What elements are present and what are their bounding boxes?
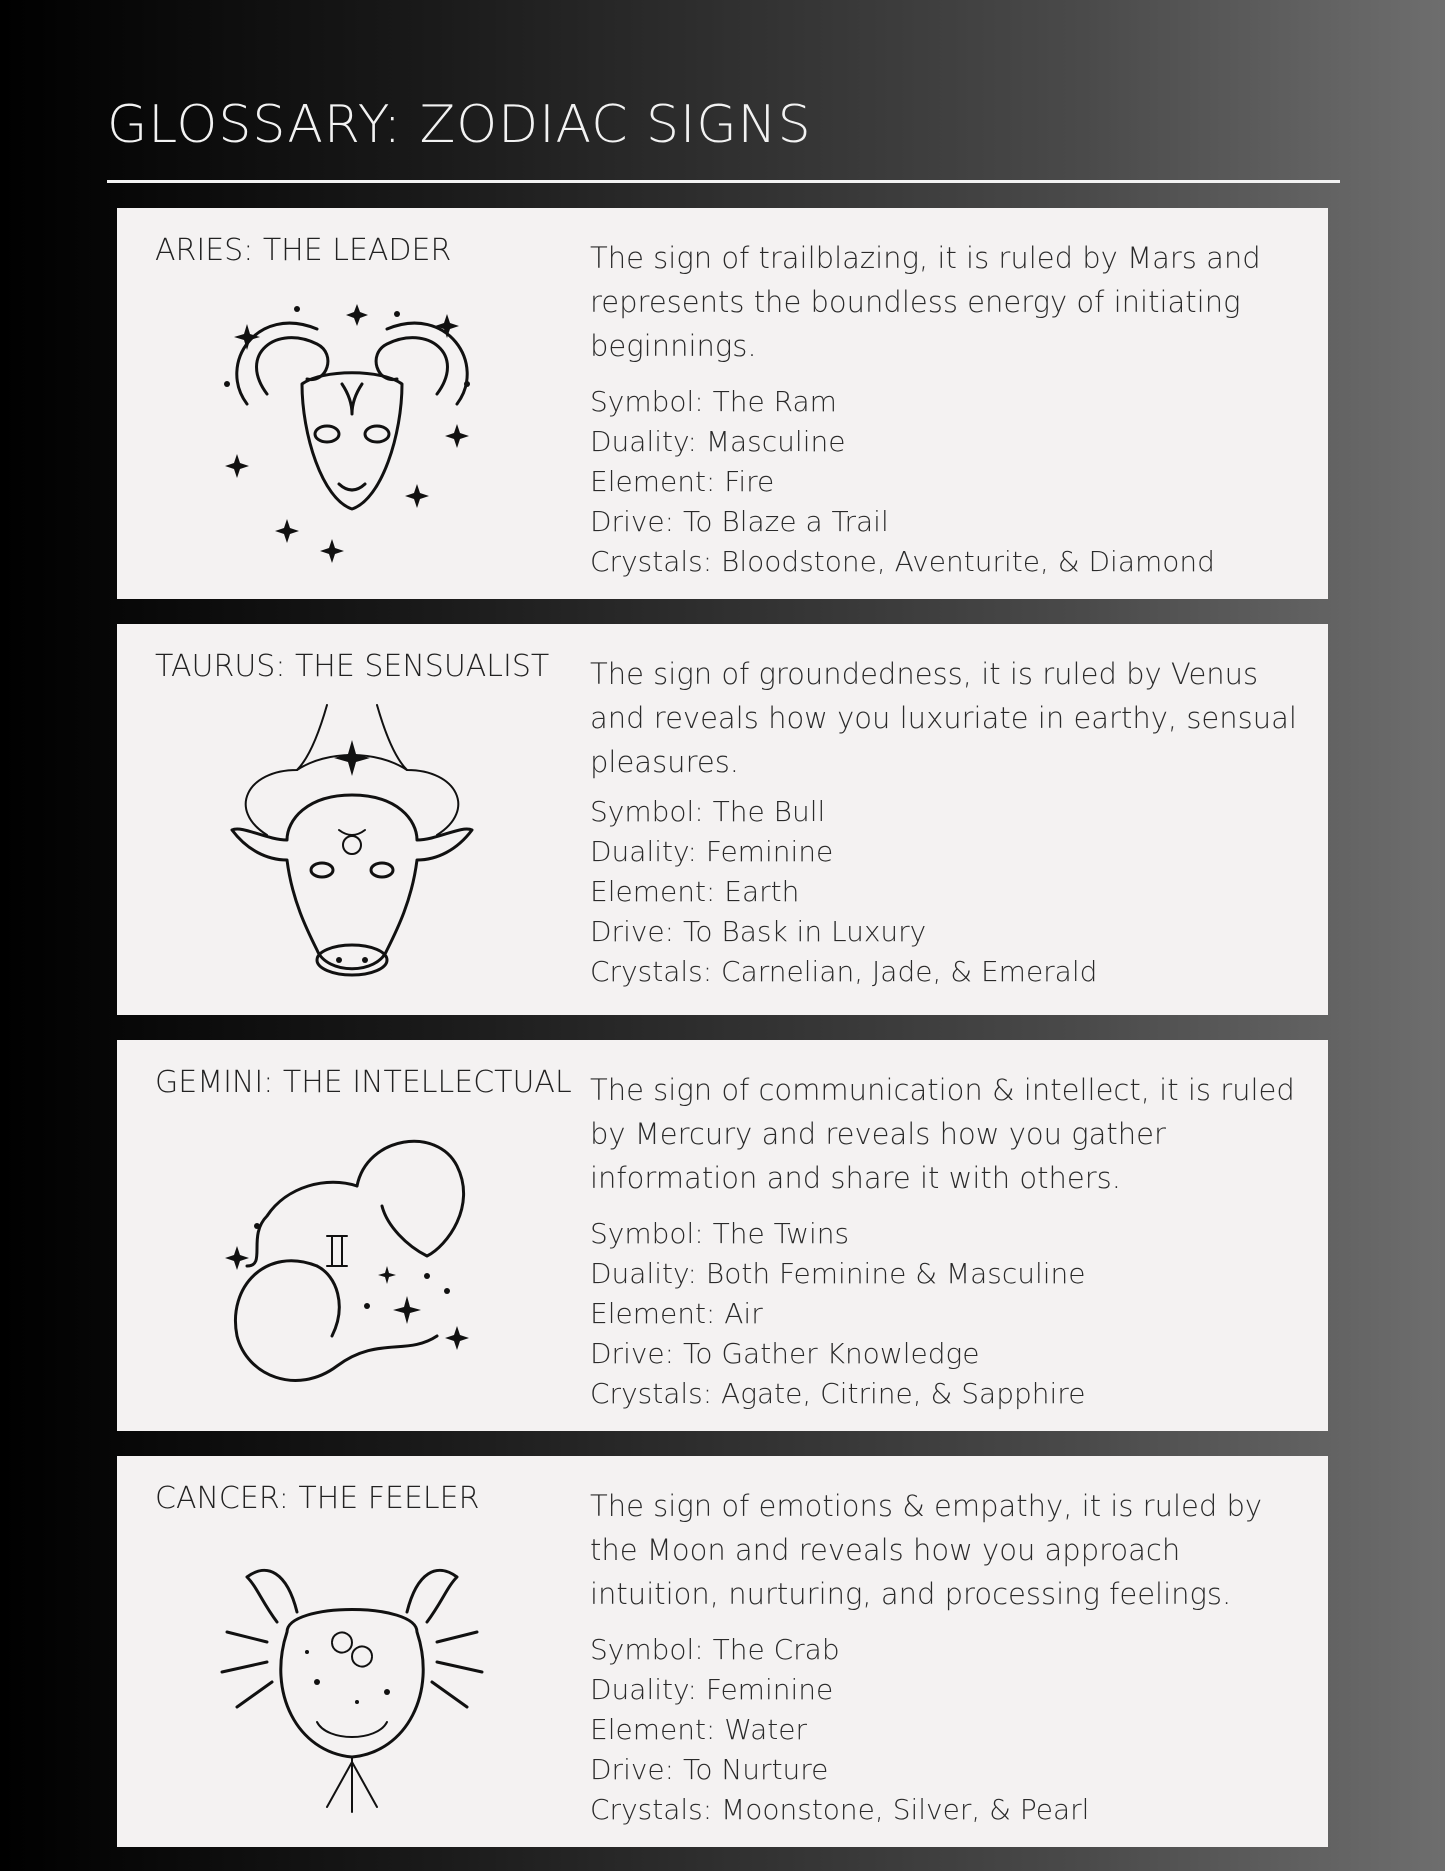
sign-crystals: Crystals: Bloodstone, Aventurite, & Diamond [590, 545, 1215, 578]
title-divider [107, 180, 1340, 183]
sign-crystals: Crystals: Carnelian, Jade, & Emerald [590, 955, 1098, 988]
sign-description: The sign of groundedness, it is ruled by Venus and reveals how you luxuriate in earthy, sensual pleasures. [590, 657, 1297, 779]
sign-duality: Duality: Masculine [590, 425, 846, 458]
sign-description: The sign of emotions & empathy, it is ruled by the Moon and reveals how you approach intuition, nurturing, and processing feelings. [590, 1489, 1263, 1611]
sign-crystals: Crystals: Moonstone, Silver, & Pearl [590, 1793, 1090, 1826]
bull-illustration [207, 700, 497, 990]
sign-description: The sign of communication & intellect, it is ruled by Mercury and reveals how you gather information and share it with others. [590, 1073, 1295, 1195]
sign-drive: Drive: To Bask in Luxury [590, 915, 927, 948]
sign-symbol: Symbol: The Bull [590, 795, 826, 828]
sign-facts [590, 792, 1300, 992]
sign-drive: Drive: To Gather Knowledge [590, 1337, 980, 1370]
sign-drive: Drive: To Nurture [590, 1753, 829, 1786]
crab-illustration [207, 1532, 497, 1822]
ram-illustration [207, 284, 497, 574]
page-title: GLOSSARY: ZODIAC SIGNS [107, 95, 812, 155]
sign-facts [590, 1214, 1300, 1414]
sign-facts [590, 382, 1300, 582]
sign-name: TAURUS: THE SENSUALIST [155, 649, 550, 684]
sign-symbol: Symbol: The Ram [590, 385, 837, 418]
sign-element: Element: Water [590, 1713, 808, 1746]
zodiac-card-taurus [117, 624, 1328, 1015]
sign-symbol: Symbol: The Twins [590, 1217, 850, 1250]
sign-description: The sign of trailblazing, it is ruled by Mars and represents the boundless energy of initiating beginnings. [590, 241, 1261, 363]
sign-duality: Duality: Feminine [590, 1673, 834, 1706]
zodiac-card-cancer [117, 1456, 1328, 1847]
sign-element: Element: Air [590, 1297, 763, 1330]
zodiac-card-gemini [117, 1040, 1328, 1431]
sign-name: ARIES: THE LEADER [155, 233, 452, 268]
sign-crystals: Crystals: Agate, Citrine, & Sapphire [590, 1377, 1086, 1410]
sign-name: CANCER: THE FEELER [155, 1481, 480, 1516]
sign-duality: Duality: Feminine [590, 835, 834, 868]
sign-element: Element: Earth [590, 875, 800, 908]
twins-illustration [207, 1116, 497, 1406]
sign-element: Element: Fire [590, 465, 775, 498]
sign-symbol: Symbol: The Crab [590, 1633, 840, 1666]
zodiac-card-aries [117, 208, 1328, 599]
sign-facts [590, 1630, 1300, 1830]
sign-drive: Drive: To Blaze a Trail [590, 505, 889, 538]
sign-duality: Duality: Both Feminine & Masculine [590, 1257, 1086, 1290]
sign-name: GEMINI: THE INTELLECTUAL [155, 1065, 572, 1100]
